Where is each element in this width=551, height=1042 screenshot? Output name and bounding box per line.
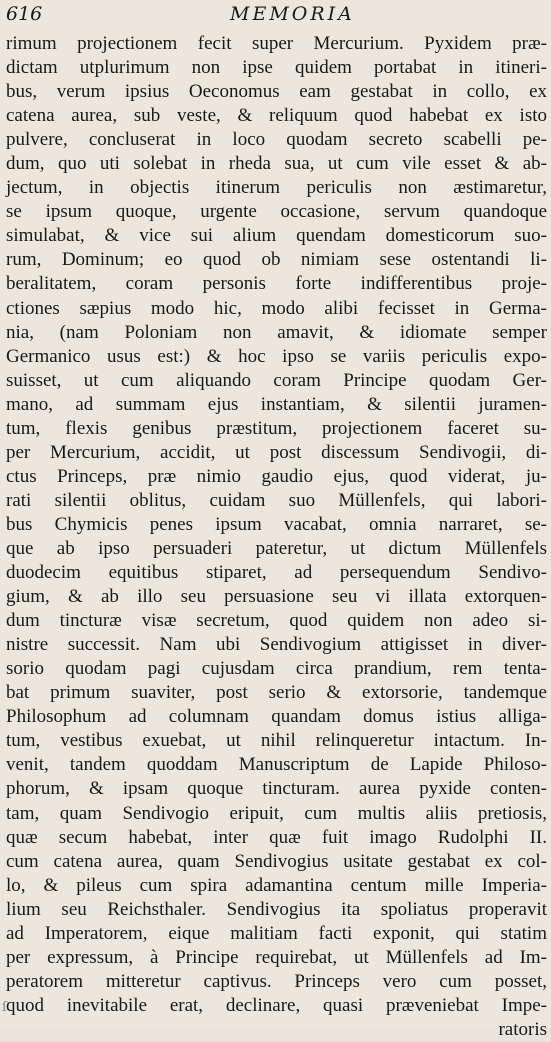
text-line: rimum projectionem fecit super Mercurium. Pyxidem præ-	[6, 33, 547, 54]
text-line: nistre successit. Nam ubi Sendivogium attigisset in diver-	[6, 634, 547, 656]
text-line: suisset, ut cum aliquando coram Principe quodam Ger-	[6, 369, 547, 391]
text-line: ctus Princeps, præ nimio gaudio ejus, quod viderat, ju-	[6, 465, 547, 487]
text-line: quod inevitabile erat, declinare, quasi præveniebat Impe-	[6, 994, 547, 1016]
text-line: dum, quo uti solebat in rheda sua, ut cum vile esset & ab-	[6, 153, 547, 175]
text-line: cum catena aurea, quam Sendivogius usitate gestabat ex col-	[6, 850, 547, 872]
text-line: quæ secum habebat, inter quæ fuit imago Rudolphi II.	[6, 826, 547, 848]
text-line: peratorem mitteretur captivus. Princeps vero cum posset,	[6, 970, 547, 992]
text-line: rati silentii oblitus, cuidam suo Müllenfels, qui labori-	[6, 489, 547, 511]
text-line: ctiones sæpius modo hic, modo alibi fecisset in Germa-	[6, 297, 547, 319]
body-text	[6, 32, 547, 1042]
text-line: lium seu Reichsthaler. Sendivogius ita spoliatus properavit	[6, 898, 547, 920]
text-line: bus, verum ipsius Oeconomus eam gestabat in collo, ex	[6, 81, 547, 103]
text-line: pulvere, concluserat in loco quodam secreto scabelli pe-	[6, 129, 547, 151]
text-line: per expressum, à Principe requirebat, ut Müllenfels ad Im-	[6, 946, 547, 968]
text-line: dictam utplurimum non ipse quidem portabat in itineri-	[6, 57, 547, 79]
text-line: catena aurea, sub veste, & reliquum quod habebat ex isto	[6, 105, 547, 127]
text-line: sorio quodam pagi cujusdam circa prandium, rem tenta-	[6, 658, 547, 680]
text-line: Philosophum ad columnam quandam domus istius alliga-	[6, 706, 547, 728]
text-line: ad Imperatorem, eique malitiam facti exponit, qui statim	[6, 922, 547, 944]
text-line: duodecim equitibus stiparet, ad persequendum Sendivo-	[6, 562, 547, 584]
text-line: rum, Dominum; eo quod ob nimiam sese ostentandi li-	[6, 249, 547, 271]
catchword: ratoris	[498, 1018, 547, 1040]
text-line: phorum, & ipsam quoque tincturam. aurea pyxide conten-	[6, 778, 547, 800]
text-line: simulabat, & vice sui alium quendam domesticorum suo-	[6, 225, 547, 247]
text-line: venit, tandem quoddam Manuscriptum de Lapide Philoso-	[6, 754, 547, 776]
text-line: jectum, in objectis itinerum periculis non æstimaretur,	[6, 177, 547, 199]
text-line: gium, & ab illo seu persuasione seu vi illata extorquen-	[6, 586, 547, 608]
text-line: nia, (nam Poloniam non amavit, & idiomate semper	[6, 321, 547, 343]
text-line: que ab ipso persuaderi pateretur, ut dictum Müllenfels	[6, 537, 547, 559]
text-line: se ipsum quoque, urgente occasione, servum quandoque	[6, 201, 547, 223]
page-number: 616	[6, 3, 43, 25]
text-line: dum tincturæ visæ secretum, quod quidem non adeo si-	[6, 610, 547, 632]
running-head	[0, 2, 551, 26]
text-line: tam, quam Sendivogio eripuit, cum multis aliis pretiosis,	[6, 802, 547, 824]
text-line: beralitatem, coram personis forte indifferentibus proje-	[6, 273, 547, 295]
text-line: per Mercurium, accidit, ut post discessum Sendivogii, di-	[6, 441, 547, 463]
margin-mark: ſ	[2, 1000, 7, 1015]
text-line: tum, flexis genibus præstitum, projectionem faceret su-	[6, 417, 547, 439]
running-title: MEMORIA	[230, 3, 355, 25]
text-line: Germanico usus est:) & hoc ipso se variis periculis expo-	[6, 345, 547, 367]
text-line: bat primum suaviter, post serio & extorsorie, tandemque	[6, 682, 547, 704]
text-line: bus Chymicis penes ipsum vacabat, omnia narraret, se-	[6, 513, 547, 535]
text-line: tum, vestibus exuebat, ut nihil relinqueretur intactum. In-	[6, 730, 547, 752]
text-line: lo, & pileus cum spira adamantina centum mille Imperia-	[6, 874, 547, 896]
text-line: mano, ad summam ejus instantiam, & silentii juramen-	[6, 393, 547, 415]
